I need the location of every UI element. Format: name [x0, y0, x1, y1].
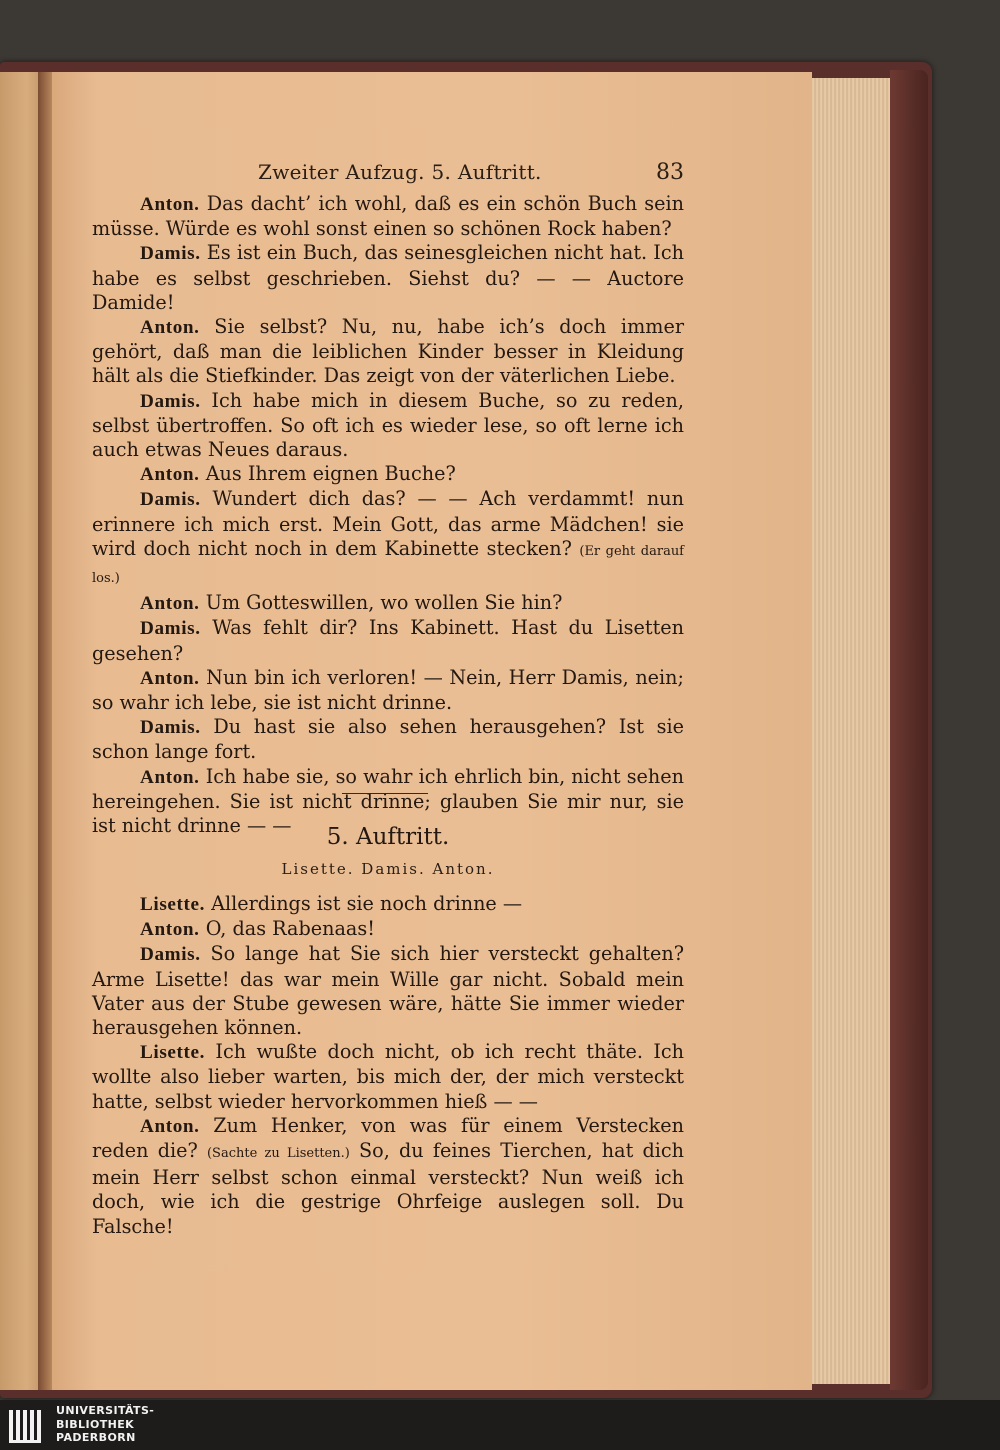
speaker-name: Anton.: [140, 194, 200, 215]
speaker-name: Anton.: [140, 766, 200, 788]
book-gutter: [38, 72, 52, 1390]
speaker-name: Damis.: [140, 390, 201, 412]
speaker-name: Damis.: [140, 618, 201, 640]
dialogue-paragraph: [92, 892, 684, 917]
dialogue-paragraph: [92, 666, 684, 715]
speaker-name: Anton.: [140, 593, 200, 615]
dialogue-text: Wundert dich das? — — Ach verdammt! nun erinnere ich mich erst. Mein Gott, das arme Mädchen! sie wird doch nicht noch in dem Kabinette stecken?: [92, 487, 684, 560]
scene4-text: [92, 192, 684, 838]
dialogue-text: Zum Henker, von was für einem Verstecken reden die?: [92, 1113, 684, 1163]
running-title: Zweiter Aufzug. 5. Auftritt.: [258, 160, 542, 184]
speaker-name: Damis.: [140, 944, 201, 966]
speaker-name: Damis.: [140, 243, 201, 265]
scene-divider-rule: [342, 793, 428, 794]
speaker-name: Damis.: [140, 717, 201, 739]
speaker-name: Lisette.: [140, 894, 206, 915]
library-name: [56, 1404, 154, 1445]
dialogue-text: So lange hat Sie sich hier versteckt gehalten? Arme Lisette! das war mein Wille gar nicht. Sobald mein Vater aus der Stube gewesen wäre, hätte Sie immer wieder herausgehen können.: [92, 942, 684, 1040]
dialogue-paragraph: [92, 1114, 684, 1239]
left-page-edge: [0, 72, 40, 1390]
speaker-name: Damis.: [140, 489, 201, 511]
dialogue-paragraph: [92, 389, 684, 463]
dialogue-paragraph: [92, 487, 684, 591]
stage-direction: (Er geht darauf los.): [92, 543, 684, 587]
cover-edge: [890, 70, 928, 1390]
dialogue-paragraph: [92, 591, 684, 616]
stage-direction: (Sachte zu Lisetten.): [206, 1146, 350, 1162]
library-name-line: UNIVERSITÄTS-: [56, 1404, 155, 1417]
dialogue-text: Ich habe mich in diesem Buche, so zu reden, selbst übertroffen. So oft ich es wieder lese, so oft lerne ich auch etwas Neues daraus.: [92, 388, 684, 462]
dialogue-paragraph: [92, 715, 684, 764]
speaker-name: Lisette.: [140, 1042, 206, 1064]
page-number: 83: [656, 160, 684, 185]
dialogue-text: Nun bin ich verloren! — Nein, Herr Damis, nein; so wahr ich lebe, sie ist nicht drinne.: [92, 665, 684, 715]
library-name-line: BIBLIOTHEK: [56, 1417, 135, 1431]
speaker-name: Anton.: [140, 667, 200, 689]
cast-list: Lisette. Damis. Anton.: [281, 860, 495, 878]
speaker-name: Anton.: [140, 1115, 200, 1137]
dialogue-text: Aus Ihrem eignen Buche?: [199, 462, 456, 486]
dialogue-paragraph: [92, 942, 684, 1040]
dialogue-text: Ich wußte doch nicht, ob ich recht thäte. Ich wollte also lieber warten, bis mich der, der mich versteckt hatte, selbst wieder hervorkommen hieß — —: [92, 1040, 684, 1113]
dialogue-text: Was fehlt dir? Ins Kabinett. Hast du Lisetten gesehen?: [92, 616, 684, 665]
library-name-line: PADERBORN: [56, 1431, 136, 1444]
dialogue-paragraph: [92, 192, 684, 241]
dialogue-paragraph: [92, 917, 684, 942]
dialogue-text: Das dacht’ ich wohl, daß es ein schön Buch sein müsse. Würde es wohl sonst einen so schönen Rock haben?: [92, 192, 684, 241]
dialogue-text: Sie selbst? Nu, nu, habe ich’s doch immer gehört, daß man die leiblichen Kinder besser in Kleidung hält als die Stiefkinder. Das zeigt von der väterlichen Liebe.: [92, 315, 684, 388]
scene5-text: [92, 892, 684, 1239]
dialogue-paragraph: [92, 315, 684, 389]
dialogue-text: Ich habe sie, so wahr ich ehrlich bin, nicht sehen hereingehen. Sie ist nicht drinne; glauben Sie mir nur, sie ist nicht drinne — —: [92, 764, 684, 838]
dialogue-text: Du hast sie also sehen herausgehen? Ist sie schon lange fort.: [92, 715, 684, 764]
library-logo-icon: [6, 1404, 48, 1446]
dialogue-paragraph: [92, 241, 684, 315]
speaker-name: Anton.: [140, 464, 200, 486]
dialogue-text: Es ist ein Buch, das seinesgleichen nicht hat. Ich habe es selbst geschrieben. Siehst du? — — Auctore Damide!: [92, 241, 684, 314]
dialogue-text: So, du feines Tierchen, hat dich mein Herr selbst schon einmal versteckt? Nun weiß ich doch, wie ich die gestrige Ohrfeige auslegen soll. Du Falsche!: [92, 1139, 684, 1238]
speaker-name: Anton.: [140, 919, 200, 941]
scene-heading: 5. Auftritt.: [326, 824, 450, 850]
dialogue-text: O, das Rabenaas!: [199, 917, 375, 941]
dialogue-paragraph: [92, 1040, 684, 1114]
dialogue-text: Allerdings ist sie noch drinne —: [205, 892, 523, 915]
dialogue-text: Um Gotteswillen, wo wollen Sie hin?: [199, 591, 563, 615]
speaker-name: Anton.: [140, 317, 200, 339]
dialogue-paragraph: [92, 462, 684, 487]
dialogue-paragraph: [92, 616, 684, 665]
page-stack-edge: [812, 78, 892, 1384]
